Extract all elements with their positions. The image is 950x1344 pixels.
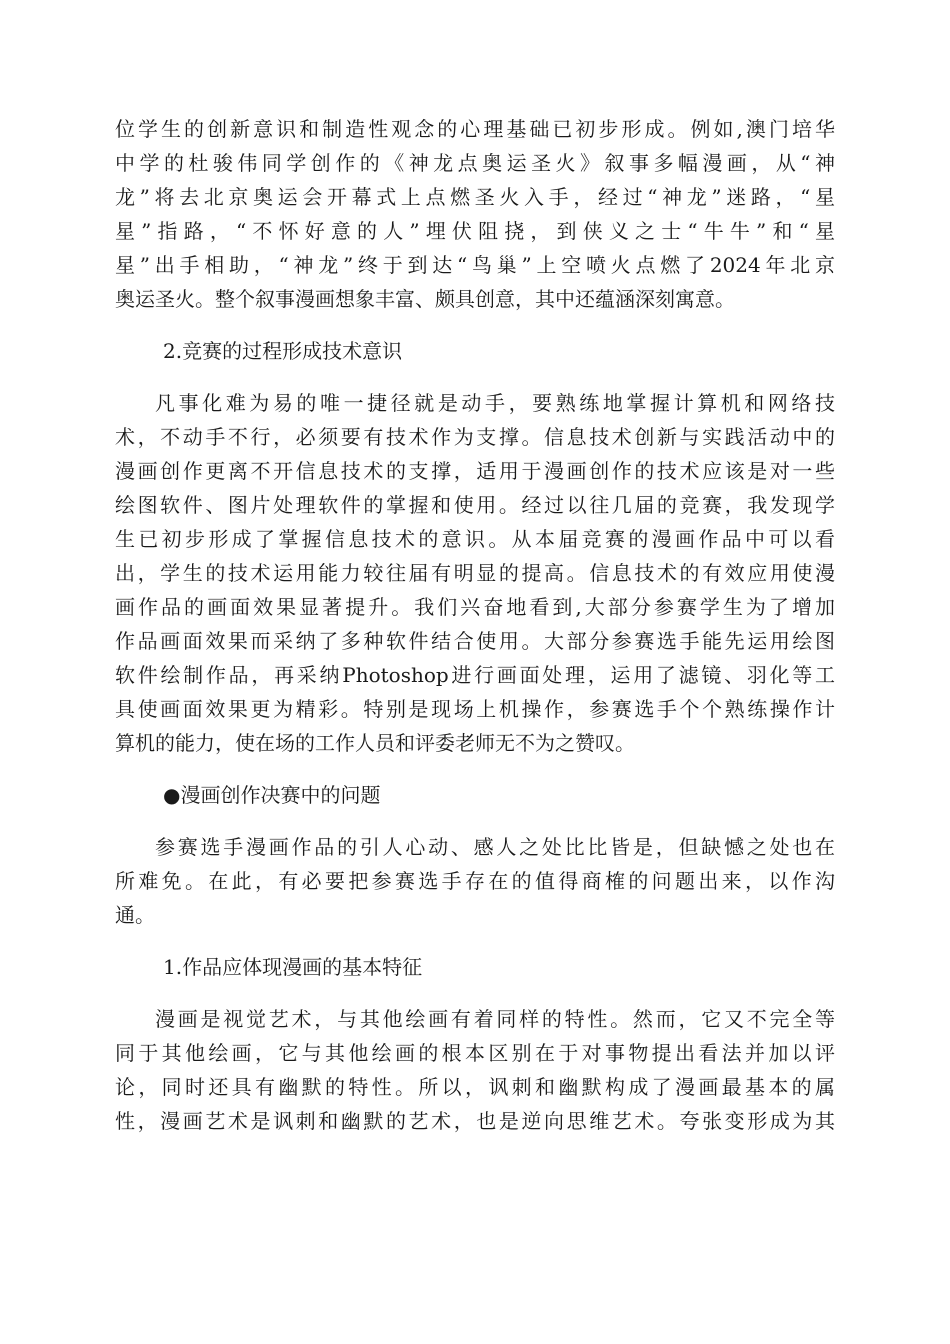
text-line: 通。 (115, 903, 155, 927)
text-line: 作品画面效果而采纳了多种软件结合使用。大部分参赛选手能先运用绘图 (115, 629, 835, 653)
paragraph-technical-awareness (115, 386, 835, 760)
text-line: 星”出手相助，“神龙”终于到达“鸟巢”上空喷火点燃了2024年北京 (115, 253, 835, 277)
text-line: 画作品的画面效果显著提升。我们兴奋地看到,大部分参赛学生为了增加 (115, 595, 835, 619)
text-line: 奥运圣火。整个叙事漫画想象丰富、颇具创意，其中还蕴涵深刻寓意。 (115, 287, 735, 311)
section-heading: 2.竞赛的过程形成技术意识 (163, 339, 403, 363)
text-line: 论，同时还具有幽默的特性。所以，讽刺和幽默构成了漫画最基本的属 (115, 1075, 835, 1099)
text-line: 漫画是视觉艺术，与其他绘画有着同样的特性。然而，它又不完全等 (155, 1007, 835, 1031)
text-line: 凡事化难为易的唯一捷径就是动手，要熟练地掌握计算机和网络技 (155, 391, 835, 415)
text-line: 绘图软件、图片处理软件的掌握和使用。经过以往几届的竞赛，我发现学 (115, 493, 835, 517)
text-line: 同于其他绘画，它与其他绘画的根本区别在于对事物提出看法并加以评 (115, 1041, 835, 1065)
paragraph-innovation-example (115, 112, 835, 316)
text-line: 具使画面效果更为精彩。特别是现场上机操作，参赛选手个个熟练操作计 (115, 697, 835, 721)
text-line: 算机的能力，使在场的工作人员和评委老师无不为之赞叹。 (115, 731, 635, 755)
text-line: 参赛选手漫画作品的引人心动、感人之处比比皆是，但缺憾之处也在 (155, 835, 835, 859)
text-line: 生已初步形成了掌握信息技术的意识。从本届竞赛的漫画作品中可以看 (115, 527, 835, 551)
text-line: 中学的杜骏伟同学创作的《神龙点奥运圣火》叙事多幅漫画，从“神 (115, 151, 835, 175)
paragraph-comic-features (115, 1002, 835, 1138)
section-heading: ●漫画创作决赛中的问题 (163, 783, 381, 807)
document-body (115, 112, 835, 1138)
text-line: 漫画创作更离不开信息技术的支撑，适用于漫画创作的技术应该是对一些 (115, 459, 835, 483)
text-line: 星”指路，“不怀好意的人”埋伏阻挠，到侠义之士“牛牛”和“星 (115, 219, 835, 243)
paragraph-problems-intro (115, 830, 835, 932)
section-heading: 1.作品应体现漫画的基本特征 (163, 955, 423, 979)
text-line: 术，不动手不行，必须要有技术作为支撑。信息技术创新与实践活动中的 (115, 425, 835, 449)
text-line: 出，学生的技术运用能力较往届有明显的提高。信息技术的有效应用使漫 (115, 561, 835, 585)
text-line: 所难免。在此，有必要把参赛选手存在的值得商榷的问题出来，以作沟 (115, 869, 835, 893)
text-line: 位学生的创新意识和制造性观念的心理基础已初步形成。例如,澳门培华 (115, 117, 835, 141)
text-line: 性，漫画艺术是讽刺和幽默的艺术，也是逆向思维艺术。夸张变形成为其 (115, 1109, 835, 1133)
text-line: 软件绘制作品，再采纳Photoshop进行画面处理，运用了滤镜、羽化等工 (115, 663, 835, 687)
text-line: 龙”将去北京奥运会开幕式上点燃圣火入手，经过“神龙”迷路，“星 (115, 185, 835, 209)
